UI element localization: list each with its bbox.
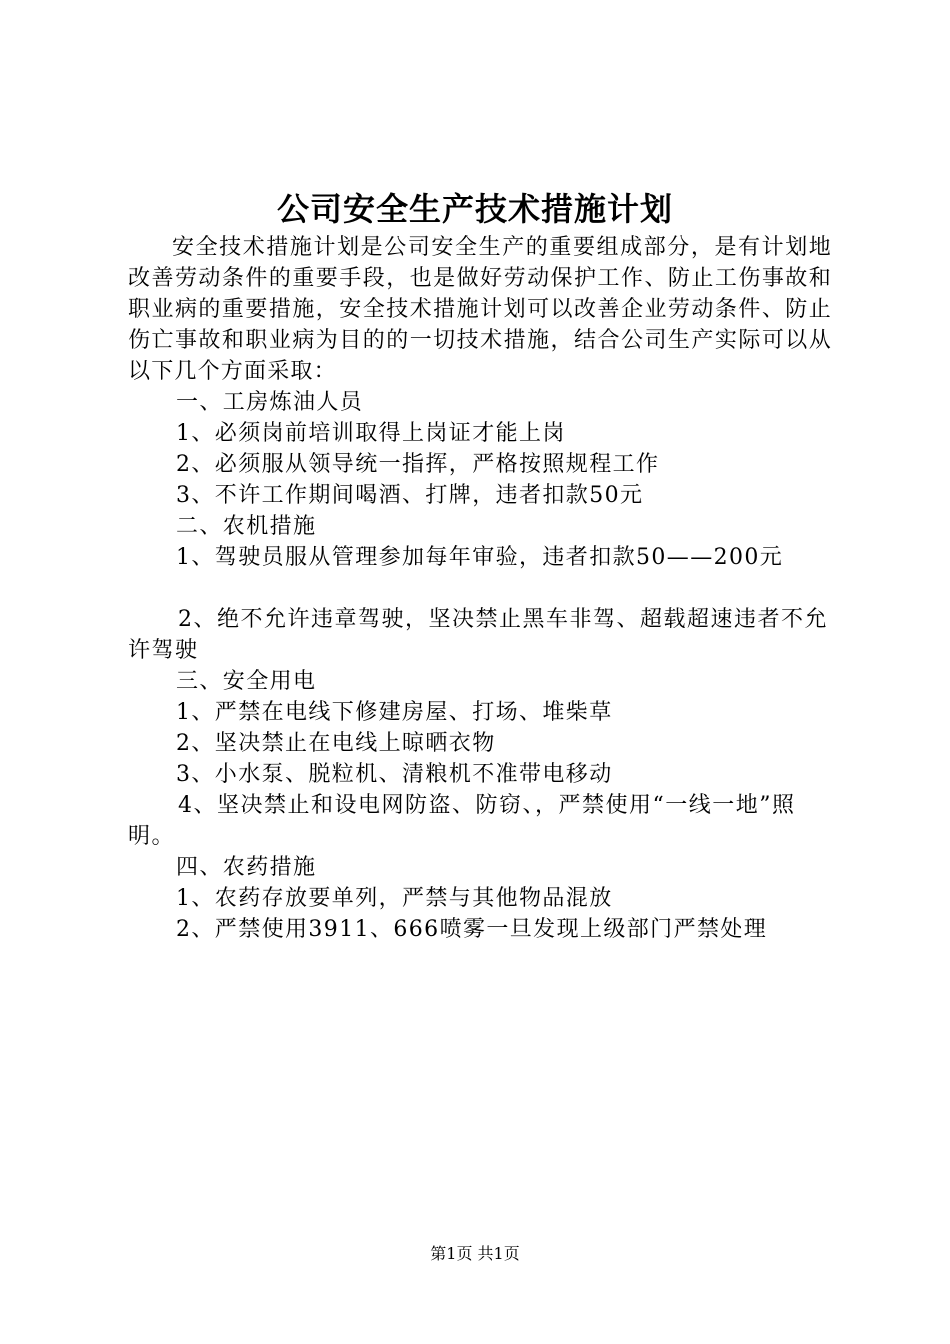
list-item: 3、不许工作期间喝酒、打牌，违者扣款50元 (176, 483, 644, 508)
intro-paragraph: 安全技术措施计划是公司安全生产的重要组成部分，是有计划地改善劳动条件的重要手段，也是做好劳动保护工作、防止工伤事故和职业病的重要措施，安全技术措施计划可以改善企业劳动条件、防止伤亡事故和职业病为目的的一切技术措施，结合公司生产实际可以从以下几个方面采取： (128, 235, 832, 384)
document-title: 公司安全生产技术措施计划 (276, 190, 673, 228)
list-item: 3、小水泵、脱粒机、清粮机不准带电移动 (176, 762, 613, 787)
list-item: 4、坚决禁止和设电网防盗、防窃、，严禁使用“一线一地”照明。 (128, 793, 796, 849)
list-item: 1、农药存放要单列，严禁与其他物品混放 (176, 886, 613, 911)
list-item: 1、必须岗前培训取得上岗证才能上岗 (176, 421, 566, 446)
list-item: 1、驾驶员服从管理参加每年审验，违者扣款50——200元 (176, 545, 784, 570)
list-item: 2、坚决禁止在电线上晾晒衣物 (176, 731, 496, 756)
list-item: 1、严禁在电线下修建房屋、打场、堆柴草 (176, 700, 613, 725)
list-item: 2、严禁使用3911、666喷雾一旦发现上级部门严禁处理 (176, 917, 768, 942)
document-body (128, 232, 832, 945)
section-heading: 四、农药措施 (176, 855, 317, 880)
list-item: 2、必须服从领导统一指挥，严格按照规程工作 (176, 452, 660, 477)
page-number: 第1页 共1页 (430, 1244, 520, 1263)
blank-line (128, 573, 832, 604)
section-heading: 三、安全用电 (176, 669, 317, 694)
list-item: 2、绝不允许违章驾驶，坚决禁止黑车非驾、超载超速违者不允许驾驶 (128, 607, 828, 663)
section-heading: 一、工房炼油人员 (176, 390, 364, 415)
section-heading: 二、农机措施 (176, 514, 317, 539)
